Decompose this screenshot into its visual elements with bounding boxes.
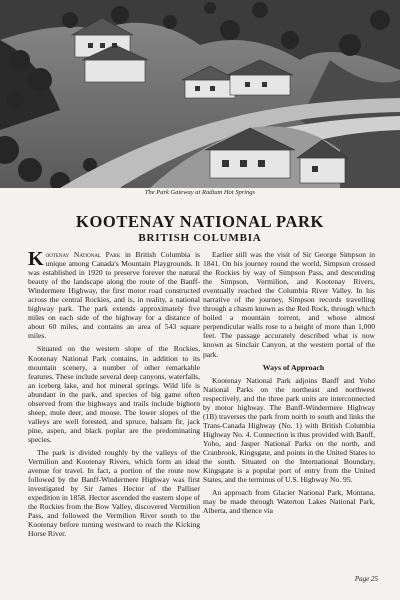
photo-caption: The Park Gateway at Radium Hot Springs bbox=[144, 189, 256, 196]
right-column bbox=[203, 250, 375, 519]
left-column bbox=[28, 250, 200, 542]
intro-paragraph bbox=[28, 250, 200, 340]
page-subtitle: BRITISH COLUMBIA bbox=[138, 232, 262, 244]
paragraph: The park is divided roughly by the valleys of the Vermilion and Kootenay Rivers, which form an ideal avenue for travel. In fact, a portion of the route now followed by the Banff-Windermere Highway was first investigated by Sir James Hector of the Palliser expedition in 1858. Hector ascended the eastern slope of the Rockies from the Bow Valley, discovered Vermilion Pass, and followed the Vermilion River south to the Kootenay before turning westward to reach the Kicking Horse River. bbox=[28, 447, 200, 539]
paragraph: An approach from Glacier National Park, Montana, may be made through Waterton Lakes National Park, Alberta, and thence via bbox=[203, 488, 375, 516]
intro-text: in British Columbia is unique among Canada's Mountain Playgrounds. It was established in 1920 to preserve forever the natural beauty of the landscape along the route of the Banff-Windermere Highway, the first motor road constructed across the central Rockies, and is, in reality, a national highway park. The park extends approximately five miles on each side of the highway for a distance of about 60 miles, and contains an area of 543 square miles. bbox=[28, 250, 200, 341]
paragraph: Kootenay National Park adjoins Banff and Yoho National Parks on the northeast and northwest respectively, and the three park units are interconnected by motor highway. The Banff-Windermere Highway (1B) traverses the park from north to south and links the Trans-Canada Highway (No. 1) with British Columbia Highway No. 4. Connection is thus provided with Banff, Yoho, and Jasper National Parks on the north, and Cranbrook, Kingsgate, and points in the United States to the south. Situated on the International Boundary, Kingsgate is a popular port of entry from the United States, and the terminus of U.S. Highway No. 95. bbox=[203, 375, 375, 485]
paragraph: Earlier still was the visit of Sir George Simpson in 1841. On his journey round the world, Simpson crossed the Rockies by way of Simpson Pass, and descending the Simpson, Vermilion, and Kootenay Rivers, eventually reached the Columbia River Valley. In his narrative of the journey, Simpson records travelling through a chasm known as the Red Rock, through which boiled a mountain torrent, and whose almost perpendicular walls rose to a height of more than 1,000 feet. The passage accurately described what is now known as Sinclair Canyon, at the western portal of the park. bbox=[203, 250, 375, 359]
drop-cap: K bbox=[28, 248, 44, 270]
page-number: Page 25 bbox=[354, 575, 378, 583]
section-heading: Ways of Approach bbox=[262, 362, 325, 372]
page-title: KOOTENAY NATIONAL PARK bbox=[76, 212, 324, 231]
park-gateway-photo bbox=[0, 0, 400, 188]
paragraph: Situated on the western slope of the Rockies, Kootenay National Park contains, in addition to its mountain scenery, a number of other remarkable features. These include several deep canyons, waterfalls, an iceberg lake, and hot mineral springs. Wild life is abundant in the park, and species of big game often observed from the highways and trails include bighorn sheep, mule deer, and moose. The lower slopes of the valleys are well forested, and spruce, balsam fir, jack pine, aspen, and black poplar are the predominating species. bbox=[28, 344, 200, 444]
intro-smallcaps: ootenay National Park bbox=[45, 250, 121, 259]
